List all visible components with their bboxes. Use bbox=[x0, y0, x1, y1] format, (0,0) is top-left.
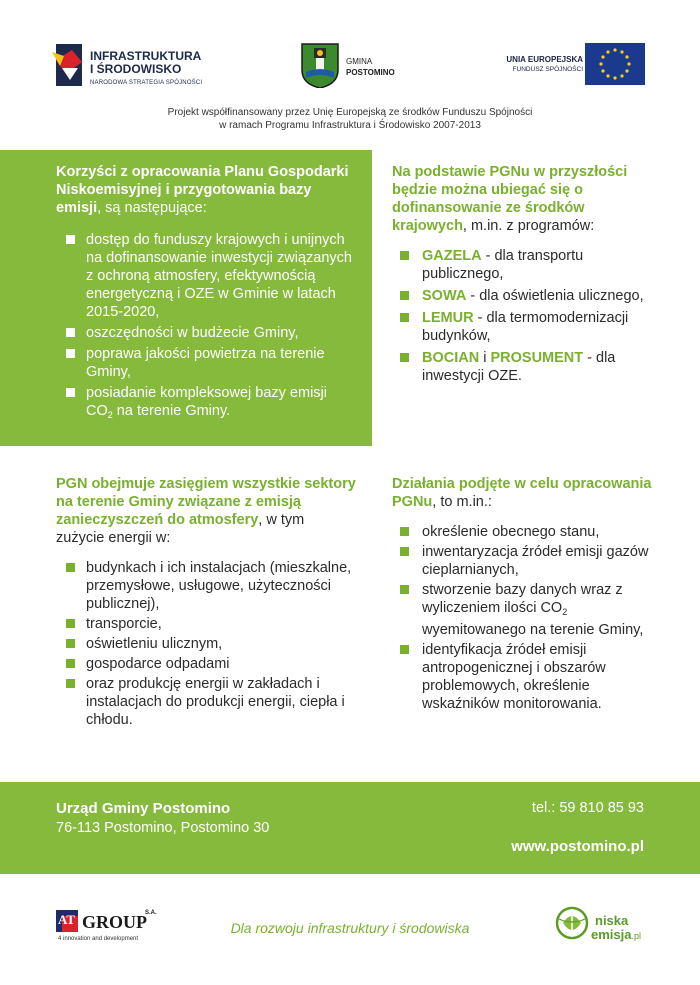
actions-list bbox=[392, 523, 652, 713]
list-item: określenie obecnego stanu, bbox=[392, 523, 652, 541]
gmina-postomino-logo bbox=[300, 42, 410, 92]
office-phone: tel.: 59 810 85 93 bbox=[531, 800, 644, 816]
list-item: budynkach i ich instalacjach (mieszkalne, przemysłowe, usługowe, użyteczności publicznej), bbox=[56, 559, 356, 613]
bullet-square-icon bbox=[66, 639, 75, 648]
eu-line1: UNIA EUROPEJSKA bbox=[506, 55, 583, 64]
gmina-line1: GMINA bbox=[346, 57, 373, 66]
office-name: Urząd Gminy Postomino bbox=[56, 800, 231, 817]
bullet-square-icon bbox=[66, 235, 75, 244]
gmina-line2: POSTOMINO bbox=[346, 68, 395, 77]
list-item: oraz produkcję energii w zakładach i instalacjach do produkcji energii, ciepła i chłodu. bbox=[56, 675, 356, 729]
scope-section bbox=[56, 475, 356, 731]
funding-section bbox=[392, 163, 650, 389]
website-link[interactable]: www.postomino.pl bbox=[511, 838, 644, 855]
bullet-square-icon bbox=[66, 563, 75, 572]
bullet-square-icon bbox=[400, 645, 409, 654]
list-item: posiadanie kompleksowej bazy emisji $CO_2$ na terenie Gminy. bbox=[56, 384, 356, 424]
bullet-square-icon bbox=[400, 251, 409, 260]
bullet-square-icon bbox=[400, 291, 409, 300]
header bbox=[0, 0, 700, 150]
globe-leaf-icon bbox=[555, 905, 589, 945]
list-item: poprawa jakości powietrza na terenie Gminy, bbox=[56, 345, 356, 381]
bullet-square-icon bbox=[66, 388, 75, 397]
infrastruktura-logo bbox=[52, 40, 222, 92]
list-item: oświetleniu ulicznym, bbox=[56, 635, 356, 653]
bullet-square-icon bbox=[66, 679, 75, 688]
scope-title: PGN obejmuje zasięgiem wszystkie sektory na terenie Gminy związane z emisją zanieczyszczeń do atmosfery, w tym zużycie energii w: bbox=[56, 476, 356, 546]
infrastruktura-line2: I ŚRODOWISKO bbox=[90, 62, 182, 76]
infrastruktura-line1: INFRASTRUKTURA bbox=[90, 49, 202, 63]
list-item: BOCIAN i PROSUMENT - dla inwestycji OZE. bbox=[392, 349, 650, 385]
list-item: identyfikacja źródeł emisji antropogenicznej i obszarów problemowych, określenie wskaźników monitorowania. bbox=[392, 641, 652, 713]
bullet-square-icon bbox=[400, 313, 409, 322]
eu-logo bbox=[487, 43, 647, 87]
list-item: SOWA - dla oświetlenia ulicznego, bbox=[392, 287, 650, 305]
bullet-square-icon bbox=[66, 328, 75, 337]
cofinancing-note: Projekt współfinansowany przez Unię Europejską ze środków Funduszu Spójności w ramach Programu Infrastruktura i Środowisko 2007-2013 bbox=[167, 107, 533, 131]
bullet-square-icon bbox=[400, 547, 409, 556]
list-item: LEMUR - dla termomodernizacji budynków, bbox=[392, 309, 650, 345]
bullet-square-icon bbox=[400, 527, 409, 536]
list-item: transporcie, bbox=[56, 615, 356, 633]
list-item: dostęp do funduszy krajowych i unijnych na dofinansowanie inwestycji związanych z ochroną atmosfery, efektywnością energetyczną i OZE w Gminie w latach 2015-2020, bbox=[56, 231, 356, 321]
list-item: stworzenie bazy danych wraz z wyliczeniem ilości $CO_2$ wyemitowanego na terenie Gminy, bbox=[392, 581, 652, 639]
bullet-square-icon bbox=[66, 349, 75, 358]
eu-flag-icon bbox=[585, 43, 645, 85]
eu-line2: FUNDUSZ SPÓJNOŚCI bbox=[512, 66, 583, 73]
benefits-title: Korzyści z opracowania Planu Gospodarki Niskoemisyjnej i przygotowania bazy emisji, są następujące: bbox=[56, 164, 349, 216]
list-item: gospodarce odpadami bbox=[56, 655, 356, 673]
atgroup-logo: AT GROUP S.A. 4 innovation and development bbox=[58, 910, 157, 942]
scope-list bbox=[56, 559, 356, 729]
list-item: oszczędności w budżecie Gminy, bbox=[56, 324, 356, 342]
benefits-list bbox=[56, 231, 356, 424]
funding-programs-list bbox=[392, 247, 650, 385]
actions-section bbox=[392, 475, 652, 715]
gmina-crest-icon bbox=[300, 42, 340, 88]
list-item: GAZELA - dla transportu publicznego, bbox=[392, 247, 650, 283]
bullet-square-icon bbox=[400, 585, 409, 594]
infrastruktura-line3: NARODOWA STRATEGIA SPÓJNOŚCI bbox=[90, 80, 203, 86]
bullet-square-icon bbox=[400, 353, 409, 362]
actions-title: Działania podjęte w celu opracowania PGNu, to m.in.: bbox=[392, 476, 652, 510]
benefits-section bbox=[56, 163, 356, 427]
infrastruktura-flag-icon bbox=[52, 40, 84, 90]
niska-emisja-logo: niska emisja.pl bbox=[555, 905, 665, 949]
bullet-square-icon bbox=[66, 659, 75, 668]
list-item: inwentaryzacja źródeł emisji gazów cieplarnianych, bbox=[392, 543, 652, 579]
office-address: 76-113 Postomino, Postomino 30 bbox=[56, 820, 270, 836]
bullet-square-icon bbox=[66, 619, 75, 628]
atgroup-tagline: 4 innovation and development bbox=[58, 936, 139, 942]
footer-slogan: Dla rozwoju infrastruktury i środowiska bbox=[230, 920, 470, 936]
funding-title: Na podstawie PGNu w przyszłości będzie można ubiegać się o dofinansowanie ze środków krajowych, m.in. z programów: bbox=[392, 164, 628, 234]
